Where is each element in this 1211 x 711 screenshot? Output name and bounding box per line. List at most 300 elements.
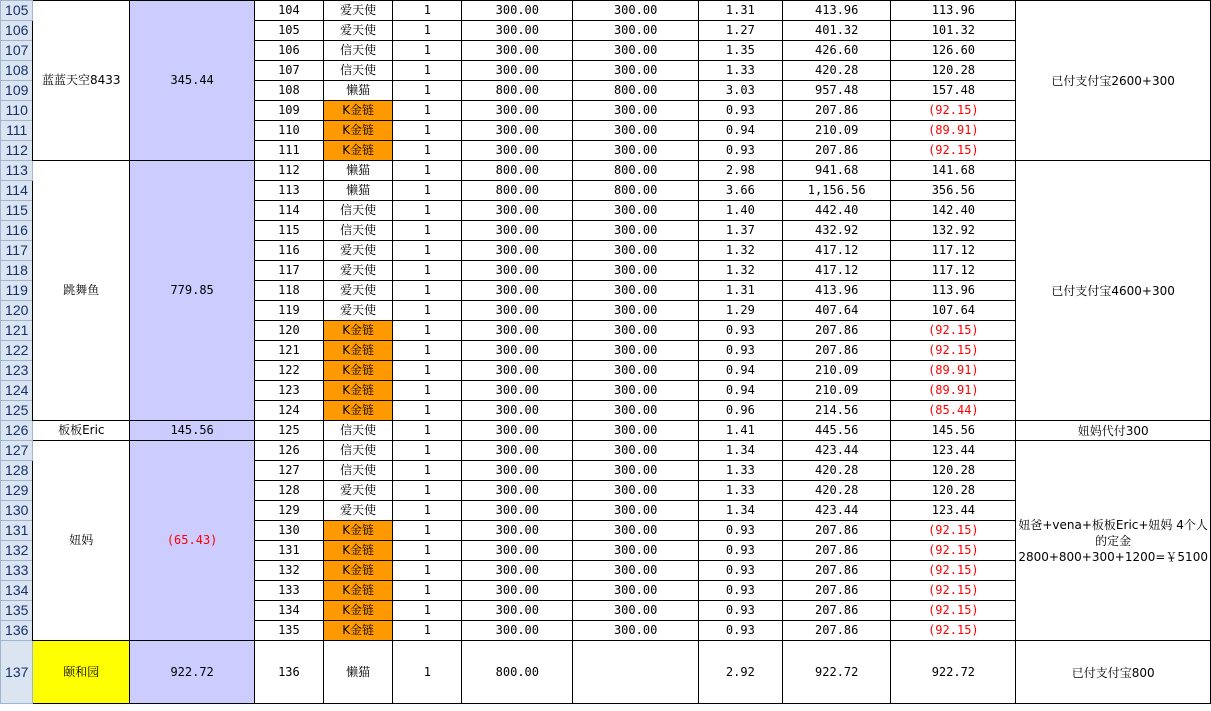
value-cell[interactable]: 207.86 (782, 541, 891, 561)
value-cell[interactable]: 407.64 (782, 301, 891, 321)
difference-cell[interactable]: 101.32 (891, 21, 1016, 41)
unit-price-cell[interactable]: 800.00 (462, 161, 573, 181)
row-header[interactable]: 132 (1, 541, 33, 561)
amount-cell[interactable]: 800.00 (573, 161, 698, 181)
item-id-cell[interactable]: 127 (255, 461, 324, 481)
row-header[interactable]: 124 (1, 381, 33, 401)
payment-note-cell[interactable] (1016, 1, 1211, 161)
quantity-cell[interactable]: 1 (393, 321, 462, 341)
amount-cell[interactable]: 300.00 (573, 281, 698, 301)
weight-cell[interactable]: 3.03 (698, 81, 782, 101)
unit-price-cell[interactable]: 300.00 (462, 521, 573, 541)
difference-cell[interactable]: (92.15) (891, 321, 1016, 341)
item-id-cell[interactable]: 118 (255, 281, 324, 301)
weight-cell[interactable]: 1.32 (698, 261, 782, 281)
amount-cell[interactable]: 300.00 (573, 41, 698, 61)
amount-cell[interactable]: 300.00 (573, 521, 698, 541)
quantity-cell[interactable]: 1 (393, 241, 462, 261)
unit-price-cell[interactable]: 300.00 (462, 461, 573, 481)
quantity-cell[interactable]: 1 (393, 101, 462, 121)
row-header[interactable]: 105 (1, 1, 33, 21)
item-name-cell[interactable]: K金链 (323, 381, 393, 401)
value-cell[interactable]: 413.96 (782, 1, 891, 21)
value-cell[interactable]: 1,156.56 (782, 181, 891, 201)
payment-note-cell[interactable] (1016, 441, 1211, 641)
difference-cell[interactable]: 107.64 (891, 301, 1016, 321)
weight-cell[interactable]: 0.94 (698, 121, 782, 141)
weight-cell[interactable]: 1.31 (698, 1, 782, 21)
item-name-cell[interactable]: K金链 (323, 581, 393, 601)
row-header[interactable]: 123 (1, 361, 33, 381)
quantity-cell[interactable]: 1 (393, 341, 462, 361)
item-id-cell[interactable]: 123 (255, 381, 324, 401)
unit-price-cell[interactable]: 300.00 (462, 421, 573, 441)
unit-price-cell[interactable]: 800.00 (462, 641, 573, 704)
amount-cell[interactable]: 300.00 (573, 121, 698, 141)
item-name-cell[interactable]: 信天使 (323, 41, 393, 61)
item-name-cell[interactable]: 信天使 (323, 221, 393, 241)
row-header[interactable]: 129 (1, 481, 33, 501)
weight-cell[interactable]: 1.41 (698, 421, 782, 441)
item-name-cell[interactable]: 信天使 (323, 461, 393, 481)
item-name-cell[interactable]: 爱天使 (323, 21, 393, 41)
value-cell[interactable]: 442.40 (782, 201, 891, 221)
weight-cell[interactable]: 1.29 (698, 301, 782, 321)
difference-cell[interactable]: 113.96 (891, 1, 1016, 21)
item-name-cell[interactable]: K金链 (323, 141, 393, 161)
row-header[interactable]: 125 (1, 401, 33, 421)
item-name-cell[interactable]: K金链 (323, 401, 393, 421)
item-id-cell[interactable]: 105 (255, 21, 324, 41)
weight-cell[interactable]: 0.94 (698, 381, 782, 401)
item-name-cell[interactable]: 信天使 (323, 421, 393, 441)
item-id-cell[interactable]: 110 (255, 121, 324, 141)
row-header[interactable]: 122 (1, 341, 33, 361)
quantity-cell[interactable]: 1 (393, 621, 462, 641)
item-name-cell[interactable]: K金链 (323, 561, 393, 581)
difference-cell[interactable]: (89.91) (891, 361, 1016, 381)
customer-name-cell[interactable]: 板板Eric (33, 421, 130, 441)
value-cell[interactable]: 417.12 (782, 261, 891, 281)
row-header[interactable]: 119 (1, 281, 33, 301)
quantity-cell[interactable]: 1 (393, 181, 462, 201)
row-header[interactable]: 108 (1, 61, 33, 81)
item-name-cell[interactable]: 懒猫 (323, 81, 393, 101)
difference-cell[interactable]: 126.60 (891, 41, 1016, 61)
row-header[interactable]: 118 (1, 261, 33, 281)
item-name-cell[interactable]: 懒猫 (323, 181, 393, 201)
unit-price-cell[interactable]: 300.00 (462, 381, 573, 401)
row-header[interactable]: 115 (1, 201, 33, 221)
difference-cell[interactable]: 123.44 (891, 441, 1016, 461)
amount-cell[interactable]: 300.00 (573, 61, 698, 81)
quantity-cell[interactable]: 1 (393, 81, 462, 101)
difference-cell[interactable]: (92.15) (891, 521, 1016, 541)
amount-cell[interactable]: 300.00 (573, 21, 698, 41)
quantity-cell[interactable]: 1 (393, 561, 462, 581)
row-header[interactable]: 128 (1, 461, 33, 481)
quantity-cell[interactable]: 1 (393, 161, 462, 181)
difference-cell[interactable]: 113.96 (891, 281, 1016, 301)
value-cell[interactable]: 941.68 (782, 161, 891, 181)
item-name-cell[interactable]: 爱天使 (323, 261, 393, 281)
item-name-cell[interactable]: 信天使 (323, 201, 393, 221)
quantity-cell[interactable]: 1 (393, 221, 462, 241)
weight-cell[interactable]: 2.92 (698, 641, 782, 704)
value-cell[interactable]: 207.86 (782, 521, 891, 541)
row-header[interactable]: 121 (1, 321, 33, 341)
balance-total-cell[interactable]: (65.43) (130, 441, 255, 641)
item-id-cell[interactable]: 119 (255, 301, 324, 321)
value-cell[interactable]: 401.32 (782, 21, 891, 41)
row-header[interactable]: 111 (1, 121, 33, 141)
value-cell[interactable]: 207.86 (782, 321, 891, 341)
weight-cell[interactable]: 0.93 (698, 101, 782, 121)
item-name-cell[interactable]: K金链 (323, 361, 393, 381)
unit-price-cell[interactable]: 300.00 (462, 361, 573, 381)
unit-price-cell[interactable]: 300.00 (462, 201, 573, 221)
quantity-cell[interactable]: 1 (393, 641, 462, 704)
difference-cell[interactable]: (89.91) (891, 381, 1016, 401)
row-header[interactable]: 109 (1, 81, 33, 101)
value-cell[interactable]: 420.28 (782, 61, 891, 81)
unit-price-cell[interactable]: 300.00 (462, 101, 573, 121)
weight-cell[interactable]: 1.33 (698, 61, 782, 81)
row-header[interactable]: 117 (1, 241, 33, 261)
item-id-cell[interactable]: 126 (255, 441, 324, 461)
quantity-cell[interactable]: 1 (393, 481, 462, 501)
item-name-cell[interactable]: 信天使 (323, 441, 393, 461)
row-header[interactable]: 106 (1, 21, 33, 41)
amount-cell[interactable]: 300.00 (573, 601, 698, 621)
customer-name-cell[interactable]: 跳舞鱼 (33, 161, 130, 421)
quantity-cell[interactable]: 1 (393, 301, 462, 321)
item-name-cell[interactable]: 爱天使 (323, 281, 393, 301)
item-id-cell[interactable]: 109 (255, 101, 324, 121)
amount-cell[interactable]: 300.00 (573, 501, 698, 521)
row-header[interactable]: 120 (1, 301, 33, 321)
row-header[interactable]: 110 (1, 101, 33, 121)
weight-cell[interactable]: 0.93 (698, 541, 782, 561)
difference-cell[interactable]: 120.28 (891, 481, 1016, 501)
quantity-cell[interactable]: 1 (393, 21, 462, 41)
item-name-cell[interactable]: 爱天使 (323, 301, 393, 321)
item-name-cell[interactable]: K金链 (323, 341, 393, 361)
difference-cell[interactable]: 123.44 (891, 501, 1016, 521)
amount-cell[interactable]: 300.00 (573, 621, 698, 641)
value-cell[interactable]: 432.92 (782, 221, 891, 241)
row-header[interactable]: 113 (1, 161, 33, 181)
amount-cell[interactable] (573, 641, 698, 704)
customer-name-cell[interactable]: 妞妈 (33, 441, 130, 641)
weight-cell[interactable]: 0.93 (698, 581, 782, 601)
difference-cell[interactable]: 141.68 (891, 161, 1016, 181)
difference-cell[interactable]: (92.15) (891, 341, 1016, 361)
item-id-cell[interactable]: 113 (255, 181, 324, 201)
difference-cell[interactable]: (92.15) (891, 581, 1016, 601)
item-name-cell[interactable]: 爱天使 (323, 241, 393, 261)
item-id-cell[interactable]: 111 (255, 141, 324, 161)
value-cell[interactable]: 423.44 (782, 501, 891, 521)
item-id-cell[interactable]: 116 (255, 241, 324, 261)
customer-name-cell[interactable]: 蓝蓝天空8433 (33, 1, 130, 161)
amount-cell[interactable]: 300.00 (573, 561, 698, 581)
value-cell[interactable]: 207.86 (782, 101, 891, 121)
quantity-cell[interactable]: 1 (393, 381, 462, 401)
quantity-cell[interactable]: 1 (393, 261, 462, 281)
amount-cell[interactable]: 300.00 (573, 201, 698, 221)
item-id-cell[interactable]: 129 (255, 501, 324, 521)
difference-cell[interactable]: 356.56 (891, 181, 1016, 201)
row-header[interactable]: 135 (1, 601, 33, 621)
amount-cell[interactable]: 300.00 (573, 141, 698, 161)
item-id-cell[interactable]: 125 (255, 421, 324, 441)
difference-cell[interactable]: (92.15) (891, 561, 1016, 581)
value-cell[interactable]: 210.09 (782, 381, 891, 401)
item-id-cell[interactable]: 131 (255, 541, 324, 561)
item-name-cell[interactable]: K金链 (323, 601, 393, 621)
value-cell[interactable]: 207.86 (782, 141, 891, 161)
quantity-cell[interactable]: 1 (393, 141, 462, 161)
item-id-cell[interactable]: 108 (255, 81, 324, 101)
balance-total-cell[interactable]: 345.44 (130, 1, 255, 161)
balance-total-cell[interactable]: 779.85 (130, 161, 255, 421)
weight-cell[interactable]: 1.34 (698, 501, 782, 521)
customer-name-cell[interactable]: 颐和园 (33, 641, 130, 704)
amount-cell[interactable]: 300.00 (573, 461, 698, 481)
weight-cell[interactable]: 1.27 (698, 21, 782, 41)
balance-total-cell[interactable]: 145.56 (130, 421, 255, 441)
unit-price-cell[interactable]: 300.00 (462, 561, 573, 581)
difference-cell[interactable]: (85.44) (891, 401, 1016, 421)
item-name-cell[interactable]: 爱天使 (323, 481, 393, 501)
quantity-cell[interactable]: 1 (393, 281, 462, 301)
amount-cell[interactable]: 300.00 (573, 401, 698, 421)
weight-cell[interactable]: 0.94 (698, 361, 782, 381)
unit-price-cell[interactable]: 300.00 (462, 261, 573, 281)
difference-cell[interactable]: (92.15) (891, 541, 1016, 561)
item-name-cell[interactable]: K金链 (323, 621, 393, 641)
item-id-cell[interactable]: 104 (255, 1, 324, 21)
item-name-cell[interactable]: K金链 (323, 121, 393, 141)
item-name-cell[interactable]: K金链 (323, 541, 393, 561)
value-cell[interactable]: 207.86 (782, 601, 891, 621)
value-cell[interactable]: 445.56 (782, 421, 891, 441)
unit-price-cell[interactable]: 300.00 (462, 601, 573, 621)
quantity-cell[interactable]: 1 (393, 601, 462, 621)
weight-cell[interactable]: 1.33 (698, 481, 782, 501)
difference-cell[interactable]: 132.92 (891, 221, 1016, 241)
item-name-cell[interactable]: K金链 (323, 101, 393, 121)
unit-price-cell[interactable]: 300.00 (462, 481, 573, 501)
row-header[interactable]: 136 (1, 621, 33, 641)
item-name-cell[interactable]: 懒猫 (323, 161, 393, 181)
quantity-cell[interactable]: 1 (393, 41, 462, 61)
weight-cell[interactable]: 0.93 (698, 341, 782, 361)
quantity-cell[interactable]: 1 (393, 401, 462, 421)
value-cell[interactable]: 420.28 (782, 481, 891, 501)
quantity-cell[interactable]: 1 (393, 501, 462, 521)
unit-price-cell[interactable]: 300.00 (462, 301, 573, 321)
unit-price-cell[interactable]: 800.00 (462, 181, 573, 201)
unit-price-cell[interactable]: 300.00 (462, 121, 573, 141)
amount-cell[interactable]: 300.00 (573, 421, 698, 441)
item-id-cell[interactable]: 112 (255, 161, 324, 181)
difference-cell[interactable]: 117.12 (891, 241, 1016, 261)
amount-cell[interactable]: 300.00 (573, 441, 698, 461)
value-cell[interactable]: 417.12 (782, 241, 891, 261)
item-id-cell[interactable]: 122 (255, 361, 324, 381)
unit-price-cell[interactable]: 300.00 (462, 501, 573, 521)
difference-cell[interactable]: 142.40 (891, 201, 1016, 221)
difference-cell[interactable]: 120.28 (891, 61, 1016, 81)
unit-price-cell[interactable]: 300.00 (462, 341, 573, 361)
row-header[interactable]: 133 (1, 561, 33, 581)
difference-cell[interactable]: (92.15) (891, 101, 1016, 121)
value-cell[interactable]: 426.60 (782, 41, 891, 61)
quantity-cell[interactable]: 1 (393, 361, 462, 381)
value-cell[interactable]: 922.72 (782, 641, 891, 704)
amount-cell[interactable]: 300.00 (573, 101, 698, 121)
quantity-cell[interactable]: 1 (393, 121, 462, 141)
balance-total-cell[interactable]: 922.72 (130, 641, 255, 704)
weight-cell[interactable]: 1.35 (698, 41, 782, 61)
payment-note-cell[interactable] (1016, 641, 1211, 704)
weight-cell[interactable]: 0.93 (698, 521, 782, 541)
amount-cell[interactable]: 300.00 (573, 541, 698, 561)
quantity-cell[interactable]: 1 (393, 201, 462, 221)
value-cell[interactable]: 420.28 (782, 461, 891, 481)
unit-price-cell[interactable]: 300.00 (462, 241, 573, 261)
amount-cell[interactable]: 300.00 (573, 361, 698, 381)
item-id-cell[interactable]: 134 (255, 601, 324, 621)
weight-cell[interactable]: 1.34 (698, 441, 782, 461)
difference-cell[interactable]: 120.28 (891, 461, 1016, 481)
item-id-cell[interactable]: 133 (255, 581, 324, 601)
row-header[interactable]: 134 (1, 581, 33, 601)
quantity-cell[interactable]: 1 (393, 461, 462, 481)
row-header[interactable]: 107 (1, 41, 33, 61)
weight-cell[interactable]: 1.37 (698, 221, 782, 241)
quantity-cell[interactable]: 1 (393, 441, 462, 461)
payment-note-cell[interactable] (1016, 161, 1211, 421)
row-header[interactable]: 130 (1, 501, 33, 521)
item-id-cell[interactable]: 136 (255, 641, 324, 704)
quantity-cell[interactable]: 1 (393, 581, 462, 601)
unit-price-cell[interactable]: 300.00 (462, 221, 573, 241)
amount-cell[interactable]: 300.00 (573, 321, 698, 341)
weight-cell[interactable]: 0.93 (698, 321, 782, 341)
difference-cell[interactable]: 157.48 (891, 81, 1016, 101)
row-header[interactable]: 114 (1, 181, 33, 201)
unit-price-cell[interactable]: 300.00 (462, 41, 573, 61)
value-cell[interactable]: 207.86 (782, 341, 891, 361)
item-id-cell[interactable]: 115 (255, 221, 324, 241)
payment-note-cell[interactable] (1016, 421, 1211, 441)
unit-price-cell[interactable]: 300.00 (462, 321, 573, 341)
difference-cell[interactable]: (89.91) (891, 121, 1016, 141)
item-name-cell[interactable]: K金链 (323, 521, 393, 541)
quantity-cell[interactable]: 1 (393, 521, 462, 541)
value-cell[interactable]: 214.56 (782, 401, 891, 421)
weight-cell[interactable]: 2.98 (698, 161, 782, 181)
weight-cell[interactable]: 1.33 (698, 461, 782, 481)
difference-cell[interactable]: 922.72 (891, 641, 1016, 704)
weight-cell[interactable]: 0.93 (698, 621, 782, 641)
row-header[interactable]: 131 (1, 521, 33, 541)
item-id-cell[interactable]: 114 (255, 201, 324, 221)
value-cell[interactable]: 207.86 (782, 581, 891, 601)
unit-price-cell[interactable]: 300.00 (462, 441, 573, 461)
quantity-cell[interactable]: 1 (393, 541, 462, 561)
weight-cell[interactable]: 1.31 (698, 281, 782, 301)
weight-cell[interactable]: 0.93 (698, 561, 782, 581)
item-id-cell[interactable]: 124 (255, 401, 324, 421)
unit-price-cell[interactable]: 300.00 (462, 281, 573, 301)
value-cell[interactable]: 207.86 (782, 561, 891, 581)
item-name-cell[interactable]: 信天使 (323, 61, 393, 81)
unit-price-cell[interactable]: 800.00 (462, 81, 573, 101)
unit-price-cell[interactable]: 300.00 (462, 141, 573, 161)
difference-cell[interactable]: 145.56 (891, 421, 1016, 441)
amount-cell[interactable]: 300.00 (573, 301, 698, 321)
unit-price-cell[interactable]: 300.00 (462, 621, 573, 641)
unit-price-cell[interactable]: 300.00 (462, 581, 573, 601)
item-name-cell[interactable]: 懒猫 (323, 641, 393, 704)
unit-price-cell[interactable]: 300.00 (462, 1, 573, 21)
item-id-cell[interactable]: 106 (255, 41, 324, 61)
amount-cell[interactable]: 300.00 (573, 381, 698, 401)
item-id-cell[interactable]: 128 (255, 481, 324, 501)
unit-price-cell[interactable]: 300.00 (462, 541, 573, 561)
row-header[interactable]: 127 (1, 441, 33, 461)
amount-cell[interactable]: 300.00 (573, 261, 698, 281)
row-header[interactable]: 116 (1, 221, 33, 241)
weight-cell[interactable]: 0.93 (698, 601, 782, 621)
amount-cell[interactable]: 300.00 (573, 1, 698, 21)
weight-cell[interactable]: 0.93 (698, 141, 782, 161)
difference-cell[interactable]: (92.15) (891, 141, 1016, 161)
value-cell[interactable]: 413.96 (782, 281, 891, 301)
quantity-cell[interactable]: 1 (393, 61, 462, 81)
item-id-cell[interactable]: 120 (255, 321, 324, 341)
row-header[interactable]: 126 (1, 421, 33, 441)
value-cell[interactable]: 210.09 (782, 121, 891, 141)
amount-cell[interactable]: 300.00 (573, 481, 698, 501)
item-id-cell[interactable]: 132 (255, 561, 324, 581)
item-id-cell[interactable]: 121 (255, 341, 324, 361)
weight-cell[interactable]: 1.32 (698, 241, 782, 261)
item-id-cell[interactable]: 130 (255, 521, 324, 541)
difference-cell[interactable]: (92.15) (891, 601, 1016, 621)
weight-cell[interactable]: 1.40 (698, 201, 782, 221)
amount-cell[interactable]: 300.00 (573, 221, 698, 241)
quantity-cell[interactable]: 1 (393, 1, 462, 21)
unit-price-cell[interactable]: 300.00 (462, 21, 573, 41)
item-id-cell[interactable]: 107 (255, 61, 324, 81)
value-cell[interactable]: 210.09 (782, 361, 891, 381)
value-cell[interactable]: 423.44 (782, 441, 891, 461)
value-cell[interactable]: 207.86 (782, 621, 891, 641)
amount-cell[interactable]: 300.00 (573, 581, 698, 601)
unit-price-cell[interactable]: 300.00 (462, 61, 573, 81)
item-name-cell[interactable]: 爱天使 (323, 501, 393, 521)
difference-cell[interactable]: (92.15) (891, 621, 1016, 641)
value-cell[interactable]: 957.48 (782, 81, 891, 101)
item-name-cell[interactable]: 爱天使 (323, 1, 393, 21)
amount-cell[interactable]: 800.00 (573, 181, 698, 201)
difference-cell[interactable]: 117.12 (891, 261, 1016, 281)
